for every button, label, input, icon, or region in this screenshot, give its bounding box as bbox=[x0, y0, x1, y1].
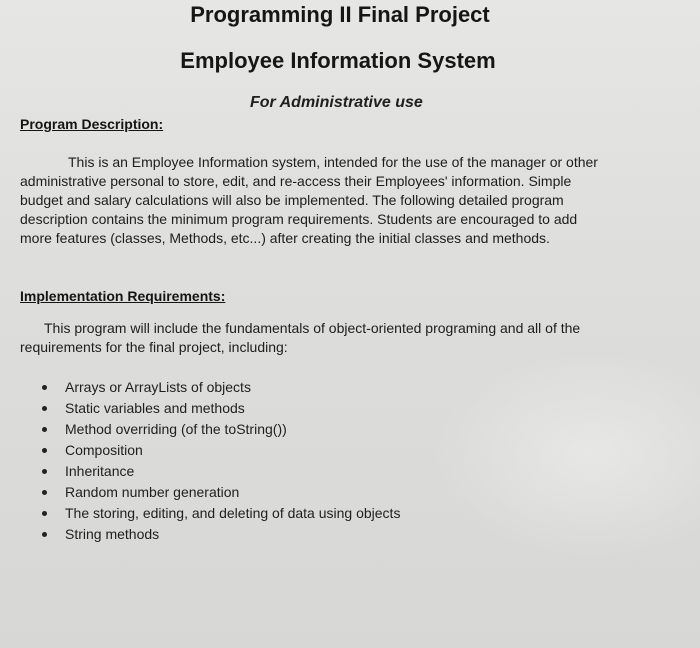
description-line: description contains the minimum program requirements. Students are encouraged to add bbox=[20, 211, 578, 227]
list-item-text: Inheritance bbox=[65, 463, 135, 479]
bullet-icon bbox=[42, 385, 47, 390]
bullet-icon bbox=[42, 490, 47, 495]
administrative-use-note: For Administrative use bbox=[250, 94, 423, 111]
list-item bbox=[40, 503, 400, 524]
list-item bbox=[40, 461, 400, 482]
list-item bbox=[40, 524, 400, 545]
list-item-text: Method overriding (of the toString()) bbox=[65, 421, 287, 437]
program-description-heading: Program Description: bbox=[20, 116, 164, 132]
bullet-icon bbox=[42, 532, 47, 537]
bullet-icon bbox=[42, 511, 47, 516]
description-line: This is an Employee Information system, intended for the use of the manager or other bbox=[68, 154, 598, 170]
list-item-text: Static variables and methods bbox=[65, 400, 245, 416]
implementation-line: requirements for the final project, including: bbox=[20, 339, 288, 355]
list-item bbox=[40, 440, 400, 461]
list-item-text: Random number generation bbox=[65, 484, 240, 500]
list-item bbox=[40, 419, 400, 440]
bullet-icon bbox=[42, 448, 47, 453]
document-title: Programming II Final Project bbox=[190, 2, 490, 27]
list-item-text: The storing, editing, and deleting of data using objects bbox=[65, 505, 401, 521]
implementation-requirements-heading: Implementation Requirements: bbox=[20, 288, 226, 304]
list-item bbox=[40, 398, 400, 419]
document-subtitle-system: Employee Information System bbox=[180, 48, 496, 73]
requirements-list bbox=[40, 377, 400, 545]
bullet-icon bbox=[42, 406, 47, 411]
list-item bbox=[40, 377, 400, 398]
bullet-icon bbox=[42, 469, 47, 474]
photo-glare bbox=[430, 350, 700, 560]
description-line: budget and salary calculations will also be implemented. The following detailed program bbox=[20, 192, 564, 208]
list-item-text: String methods bbox=[65, 526, 160, 542]
program-description-paragraph bbox=[20, 153, 640, 248]
list-item-text: Composition bbox=[65, 442, 143, 458]
implementation-line: This program will include the fundamentals of object-oriented programing and all of the bbox=[44, 320, 581, 336]
bullet-icon bbox=[42, 427, 47, 432]
list-item bbox=[40, 482, 400, 503]
description-line: administrative personal to store, edit, and re-access their Employees' information. Simple bbox=[20, 173, 572, 189]
list-item-text: Arrays or ArrayLists of objects bbox=[65, 379, 251, 395]
description-line: more features (classes, Methods, etc...) after creating the initial classes and methods. bbox=[20, 230, 550, 246]
implementation-paragraph bbox=[20, 319, 640, 357]
